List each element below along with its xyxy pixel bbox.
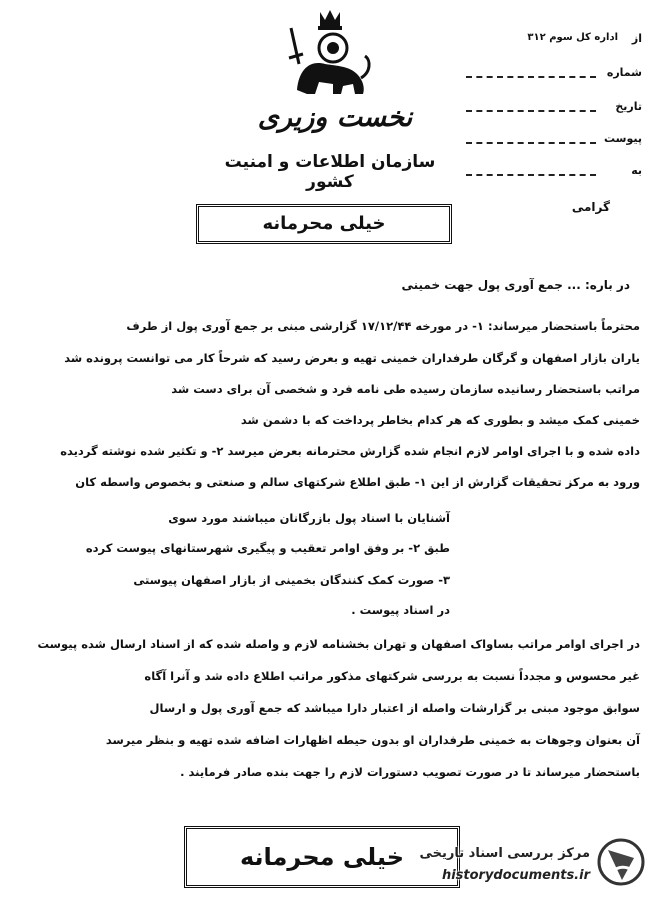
historydocuments-logo-icon (596, 836, 646, 888)
lion-and-sun-emblem-icon (285, 8, 375, 100)
body-line: یاران بازار اصفهان و گرگان طرفداران خمینی تهیه و بعرض رسید که شرحاً کار می توانست پرونده شد (64, 351, 640, 365)
field-label-attachment: پیوست (604, 132, 642, 145)
subject-line: در باره: ... جمع آوری پول جهت خمینی (401, 278, 630, 292)
body-line: خمینی کمک میشد و بطوری که هر کدام بخاطر پرداخت که با دشمن شد (240, 413, 640, 427)
body-line: محترماً باستحضار میرساند: ۱- در مورخه ۱۷/۱۲/۴۴ گزارشی مبنی بر جمع آوری پول از طرف (126, 319, 640, 333)
page-title: نخست وزیری (257, 102, 413, 133)
body-line: داده شده و با اجرای اوامر لازم انجام شده گزارش محترمانه بعرض میرسد ۲- و تکثیر شده نوشته گردیده (60, 444, 640, 458)
field-label-number: شماره (606, 66, 642, 79)
watermark (380, 832, 650, 892)
body-line: در اجرای اوامر مراتب بساواک اصفهان و تهران بخشنامه لازم و واصله شده که از اسناد ارسال شده پیوست (37, 637, 640, 651)
classification-stamp-bottom: خیلی محرمانه (184, 826, 460, 888)
greeting: گرامی (571, 200, 610, 214)
list-item: در اسناد پیوست . (351, 603, 450, 617)
body-line: آن بعنوان وجوهات به خمینی طرفداران او بدون حیطه اظهارات اضافه شده تهیه و بنظر میرسد (105, 733, 640, 747)
body-line: باستحضار میرساند تا در صورت تصویب دستورات لازم را جهت بنده صادر فرمایند . (180, 765, 640, 779)
watermark-url: historydocuments.ir (441, 868, 590, 883)
organization-subtitle: سازمان اطلاعات و امنیت کشور (224, 152, 436, 192)
body-line: سوابق موجود مبنی بر گزارشات واصله از اعتبار دارا میباشد که جمع آوری پول و ارسال (149, 701, 640, 715)
body-line: غیر محسوس و مجدداً نسبت به بررسی شرکتهای مذکور مراتب اطلاع داده شد و آنرا آگاه (144, 669, 640, 683)
field-label-to: به (631, 164, 642, 177)
field-value-from: اداره کل سوم ۳۱۲ (527, 32, 618, 43)
watermark-title: مرکز بررسی اسناد تاریخی (419, 846, 590, 861)
field-label-date: تاریخ (615, 100, 642, 113)
classification-stamp-top: خیلی محرمانه (196, 204, 452, 244)
list-item: ۳- صورت کمک کنندگان بخمینی از بازار اصفهان پیوستی (133, 573, 450, 587)
list-item: طبق ۲- بر وفق اوامر تعقیب و پیگیری شهرستانهای پیوست کرده (85, 541, 450, 555)
body-line: ورود به مرکز تحقیقات گزارش از این ۱- طبق اطلاع شرکتهای سالم و صنعتی و بخصوص واسطه کان (75, 475, 640, 489)
body-line: مراتب باستحضار رسانیده سازمان رسیده طی نامه فرد و شخصی آن برای دست شد (171, 382, 640, 396)
field-label-from: از (631, 32, 642, 45)
header-fields (460, 26, 650, 196)
list-item: آشنایان با اسناد پول بازرگانان میباشند مورد سوی (168, 511, 450, 525)
